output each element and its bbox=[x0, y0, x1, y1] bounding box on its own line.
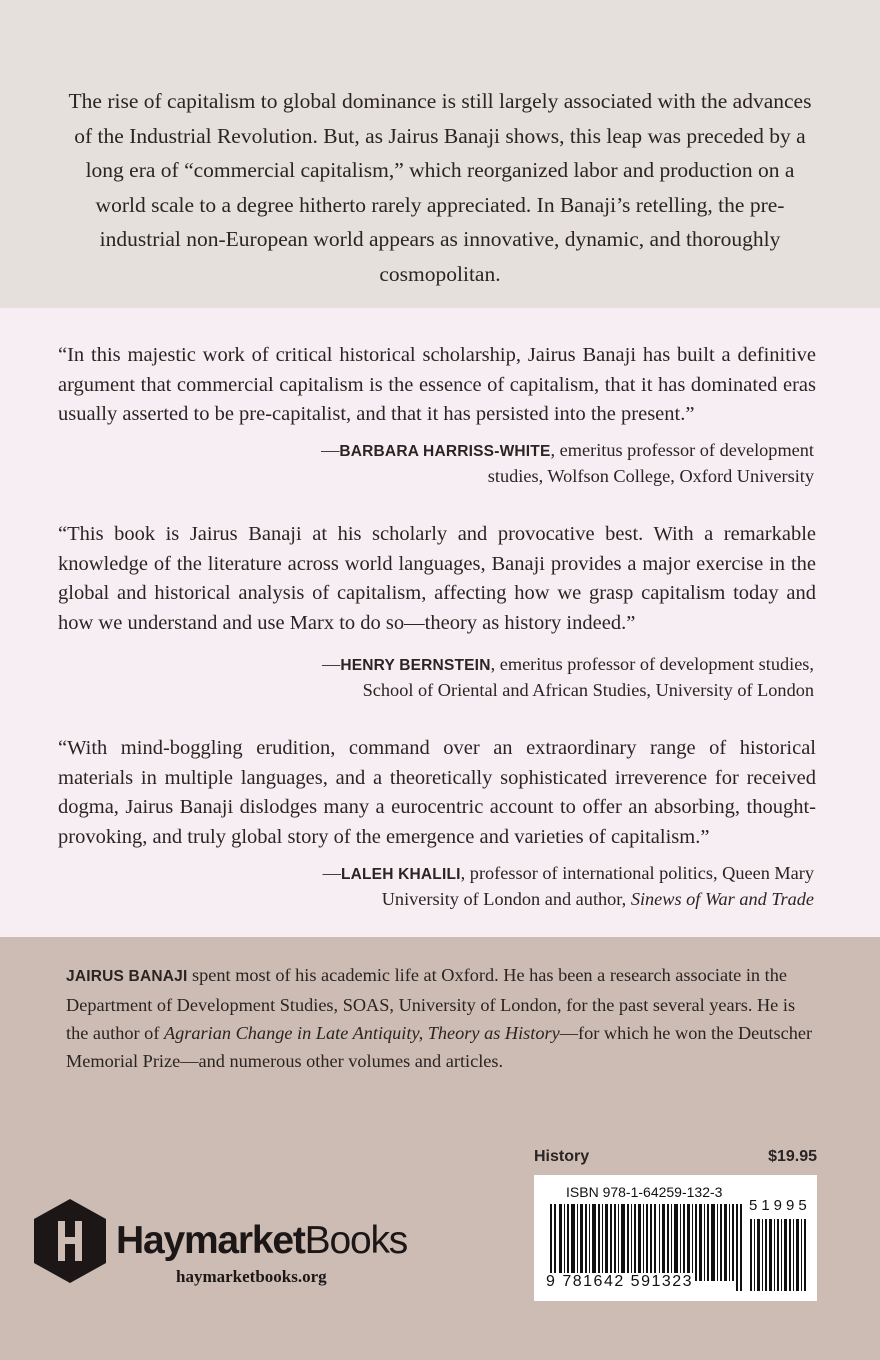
endorser-affiliation: , emeritus professor of development bbox=[550, 440, 814, 460]
endorser-affiliation: , professor of international politics, Queen Mary bbox=[460, 863, 814, 883]
book-description: The rise of capitalism to global dominance is still largely associated with the advances of the Industrial Revolution. But, as Jairus Banaji shows, this leap was preceded by a long era of “commercial capitalism,” which reorganized labor and production on a world scale to a degree hitherto rarely appreciated. In Banaji’s retelling, the pre-industrial non-European world appears as innovative, dynamic, and thoroughly cosmopolitan. bbox=[68, 89, 812, 286]
endorser-name: HENRY BERNSTEIN bbox=[340, 657, 491, 674]
haymarket-logo-icon bbox=[30, 1197, 110, 1285]
endorser-affiliation: , emeritus professor of development studies, bbox=[490, 654, 814, 674]
barcode-ean-digits: 9 781642 591323 bbox=[546, 1273, 694, 1290]
endorser-affiliation-cont: studies, Wolfson College, Oxford University bbox=[487, 466, 814, 486]
endorsement-attribution-2 bbox=[254, 652, 814, 703]
publisher-url: haymarketbooks.org bbox=[176, 1267, 327, 1286]
isbn-label: ISBN 978-1-64259-132-3 bbox=[566, 1184, 723, 1200]
endorsement-attribution-3 bbox=[254, 861, 814, 912]
endorser-name: BARBARA HARRISS-WHITE bbox=[339, 443, 551, 460]
bio-text: spent most of his academic life at Oxford. He has been a research associate in the Department of Development Studies, SOAS, University of London, for the past several years. He is the author of bbox=[66, 965, 796, 1043]
author-bio bbox=[66, 961, 818, 1075]
attribution-dash: — bbox=[321, 440, 340, 460]
attribution-dash: — bbox=[322, 863, 341, 883]
publisher-name-regular: Books bbox=[304, 1219, 408, 1262]
bio-text-end: —for which he won the Deutscher Memorial Prize—and numerous other volumes and articles. bbox=[66, 1023, 813, 1071]
genre-label: History bbox=[534, 1148, 590, 1165]
description-panel bbox=[0, 0, 880, 308]
endorsement-quote-1: “In this majestic work of critical historical scholarship, Jairus Banaji has built a definitive argument that commercial capitalism is the essence of capitalism, that it has dominated eras usually asserted to be pre-capitalist, and that it has persisted into the present.” bbox=[58, 344, 816, 425]
publisher-name-bold: Haymarket bbox=[116, 1219, 305, 1262]
endorser-affiliation-cont: University of London and author, bbox=[381, 889, 631, 909]
endorsement-quote-2: “This book is Jairus Banaji at his scholarly and provocative best. With a remarkable knowledge of the literature across world languages, Banaji provides a major exercise in the global and historical analysis of capitalism, affecting how we grasp capitalism today and how we understand and use Marx to do so—theory as history indeed.” bbox=[58, 523, 816, 634]
price-label: $19.95 bbox=[768, 1148, 817, 1165]
endorser-name: LALEH KHALILI bbox=[340, 866, 461, 883]
book-titles: Agrarian Change in Late Antiquity, Theory as History bbox=[163, 1023, 560, 1043]
barcode-price-digits: 51995 bbox=[749, 1197, 811, 1214]
publisher-name bbox=[116, 1219, 407, 1263]
endorsement-quote-3: “With mind-boggling erudition, command over an extraordinary range of historical materials in multiple languages, and a theoretically sophisticated irreverence for received dogma, Jairus Banaji dislodges many a eurocentric account to offer an absorbing, thought-provoking, and truly global story of the emergence and varieties of capitalism.” bbox=[58, 737, 816, 848]
book-title: Sinews of War and Trade bbox=[630, 889, 814, 909]
endorsement-attribution-1 bbox=[254, 438, 814, 489]
attribution-dash: — bbox=[322, 654, 341, 674]
author-name: JAIRUS BANAJI bbox=[66, 968, 188, 985]
endorser-affiliation-cont: School of Oriental and African Studies, University of London bbox=[362, 680, 814, 700]
